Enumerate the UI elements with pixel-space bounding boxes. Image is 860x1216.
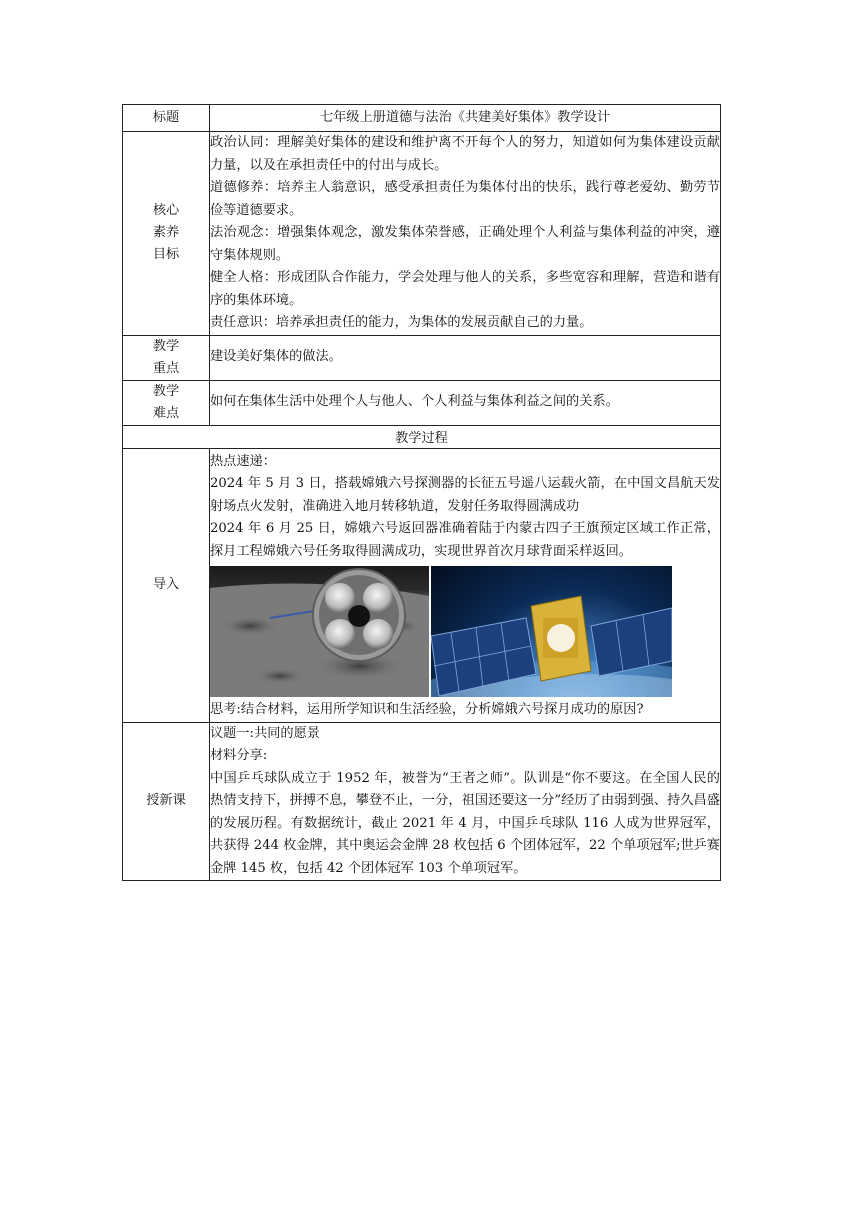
core-goal-item: 法治观念：增强集体观念，激发集体荣誉感，正确处理个人利益与集体利益的冲突，遵守集体规则。: [210, 225, 720, 263]
process-header: 教学过程: [123, 425, 721, 448]
material-share-heading: 材料分享:: [210, 748, 268, 763]
core-goal-item: 政治认同：理解美好集体的建设和维护离不开每个人的努力，知道如何为集体建设贡献力量，以及在承担责任中的付出与成长。: [210, 135, 720, 173]
intro-content: [210, 448, 721, 722]
core-label-line: 核心: [152, 203, 180, 219]
diff-label-line: 教学: [152, 383, 180, 399]
intro-images: [210, 566, 720, 697]
key-label-line: 重点: [152, 360, 180, 376]
difficulty-value: 如何在集体生活中处理个人与他人、个人利益与集体利益之间的关系。: [210, 380, 721, 425]
lesson-plan-table: [122, 104, 721, 881]
core-label: [123, 132, 210, 336]
core-label-line: 目标: [152, 247, 180, 263]
key-label-line: 教学: [152, 338, 180, 354]
new-lesson-label: 授新课: [123, 722, 210, 881]
diff-label-line: 难点: [152, 405, 180, 421]
core-goal-item: 责任意识：培养承担责任的能力，为集体的发展贡献自己的力量。: [210, 315, 593, 330]
core-goals: [210, 132, 721, 336]
title-label: 标题: [123, 105, 210, 132]
difficulty-label: [123, 380, 210, 425]
intro-label: 导入: [123, 448, 210, 722]
topic-heading: 议题一:共同的愿景: [210, 725, 320, 741]
key-point-label: [123, 335, 210, 380]
title-value: 七年级上册道德与法治《共建美好集体》教学设计: [210, 105, 721, 132]
core-goal-item: 健全人格：形成团队合作能力，学会处理与他人的关系，多些宽容和理解，营造和谐有序的集体环境。: [210, 270, 720, 308]
intro-paragraph: 2024 年 6 月 25 日，嫦娥六号返回器准确着陆于内蒙古四子王旗预定区域工作正常，探月工程嫦娥六号任务取得圆满成功，实现世界首次月球背面采样返回。: [210, 521, 720, 559]
lunar-surface-probe-image: [210, 566, 429, 697]
satellite-image: [431, 566, 672, 697]
material-body: 中国乒乓球队成立于 1952 年，被誉为“王者之师”。队训是“你不要这。在全国人民的热情支持下，拼搏不息，攀登不止，一分，祖国还要这一分”经历了由弱到强、持久昌盛的发展历程。有数据统计，截止 2021 年 4 月，中国乒乓球队 116 人成为世界冠军，共获得 244 枚金牌，其中奥运会金牌 28 枚包括 6 个团体冠军，22 个单项冠军;世乒赛金牌 145 枚，包括 42 个团体冠军 103 个单项冠军。: [210, 770, 720, 876]
intro-paragraph: 2024 年 5 月 3 日，搭载嫦娥六号探测器的长征五号遥八运载火箭，在中国文昌航天发射场点火发射，准确进入地月转移轨道，发射任务取得圆满成功: [210, 476, 720, 514]
core-goal-item: 道德修养：培养主人翁意识，感受承担责任为集体付出的快乐，践行尊老爱幼、勤劳节俭等道德要求。: [210, 180, 720, 218]
key-point-value: 建设美好集体的做法。: [210, 335, 721, 380]
intro-heading: 热点速递：: [210, 453, 276, 469]
new-lesson-content: [210, 722, 721, 881]
intro-question: 思考:结合材料，运用所学知识和生活经验，分析嫦娥六号探月成功的原因?: [210, 702, 644, 717]
core-label-line: 素养: [152, 225, 180, 241]
